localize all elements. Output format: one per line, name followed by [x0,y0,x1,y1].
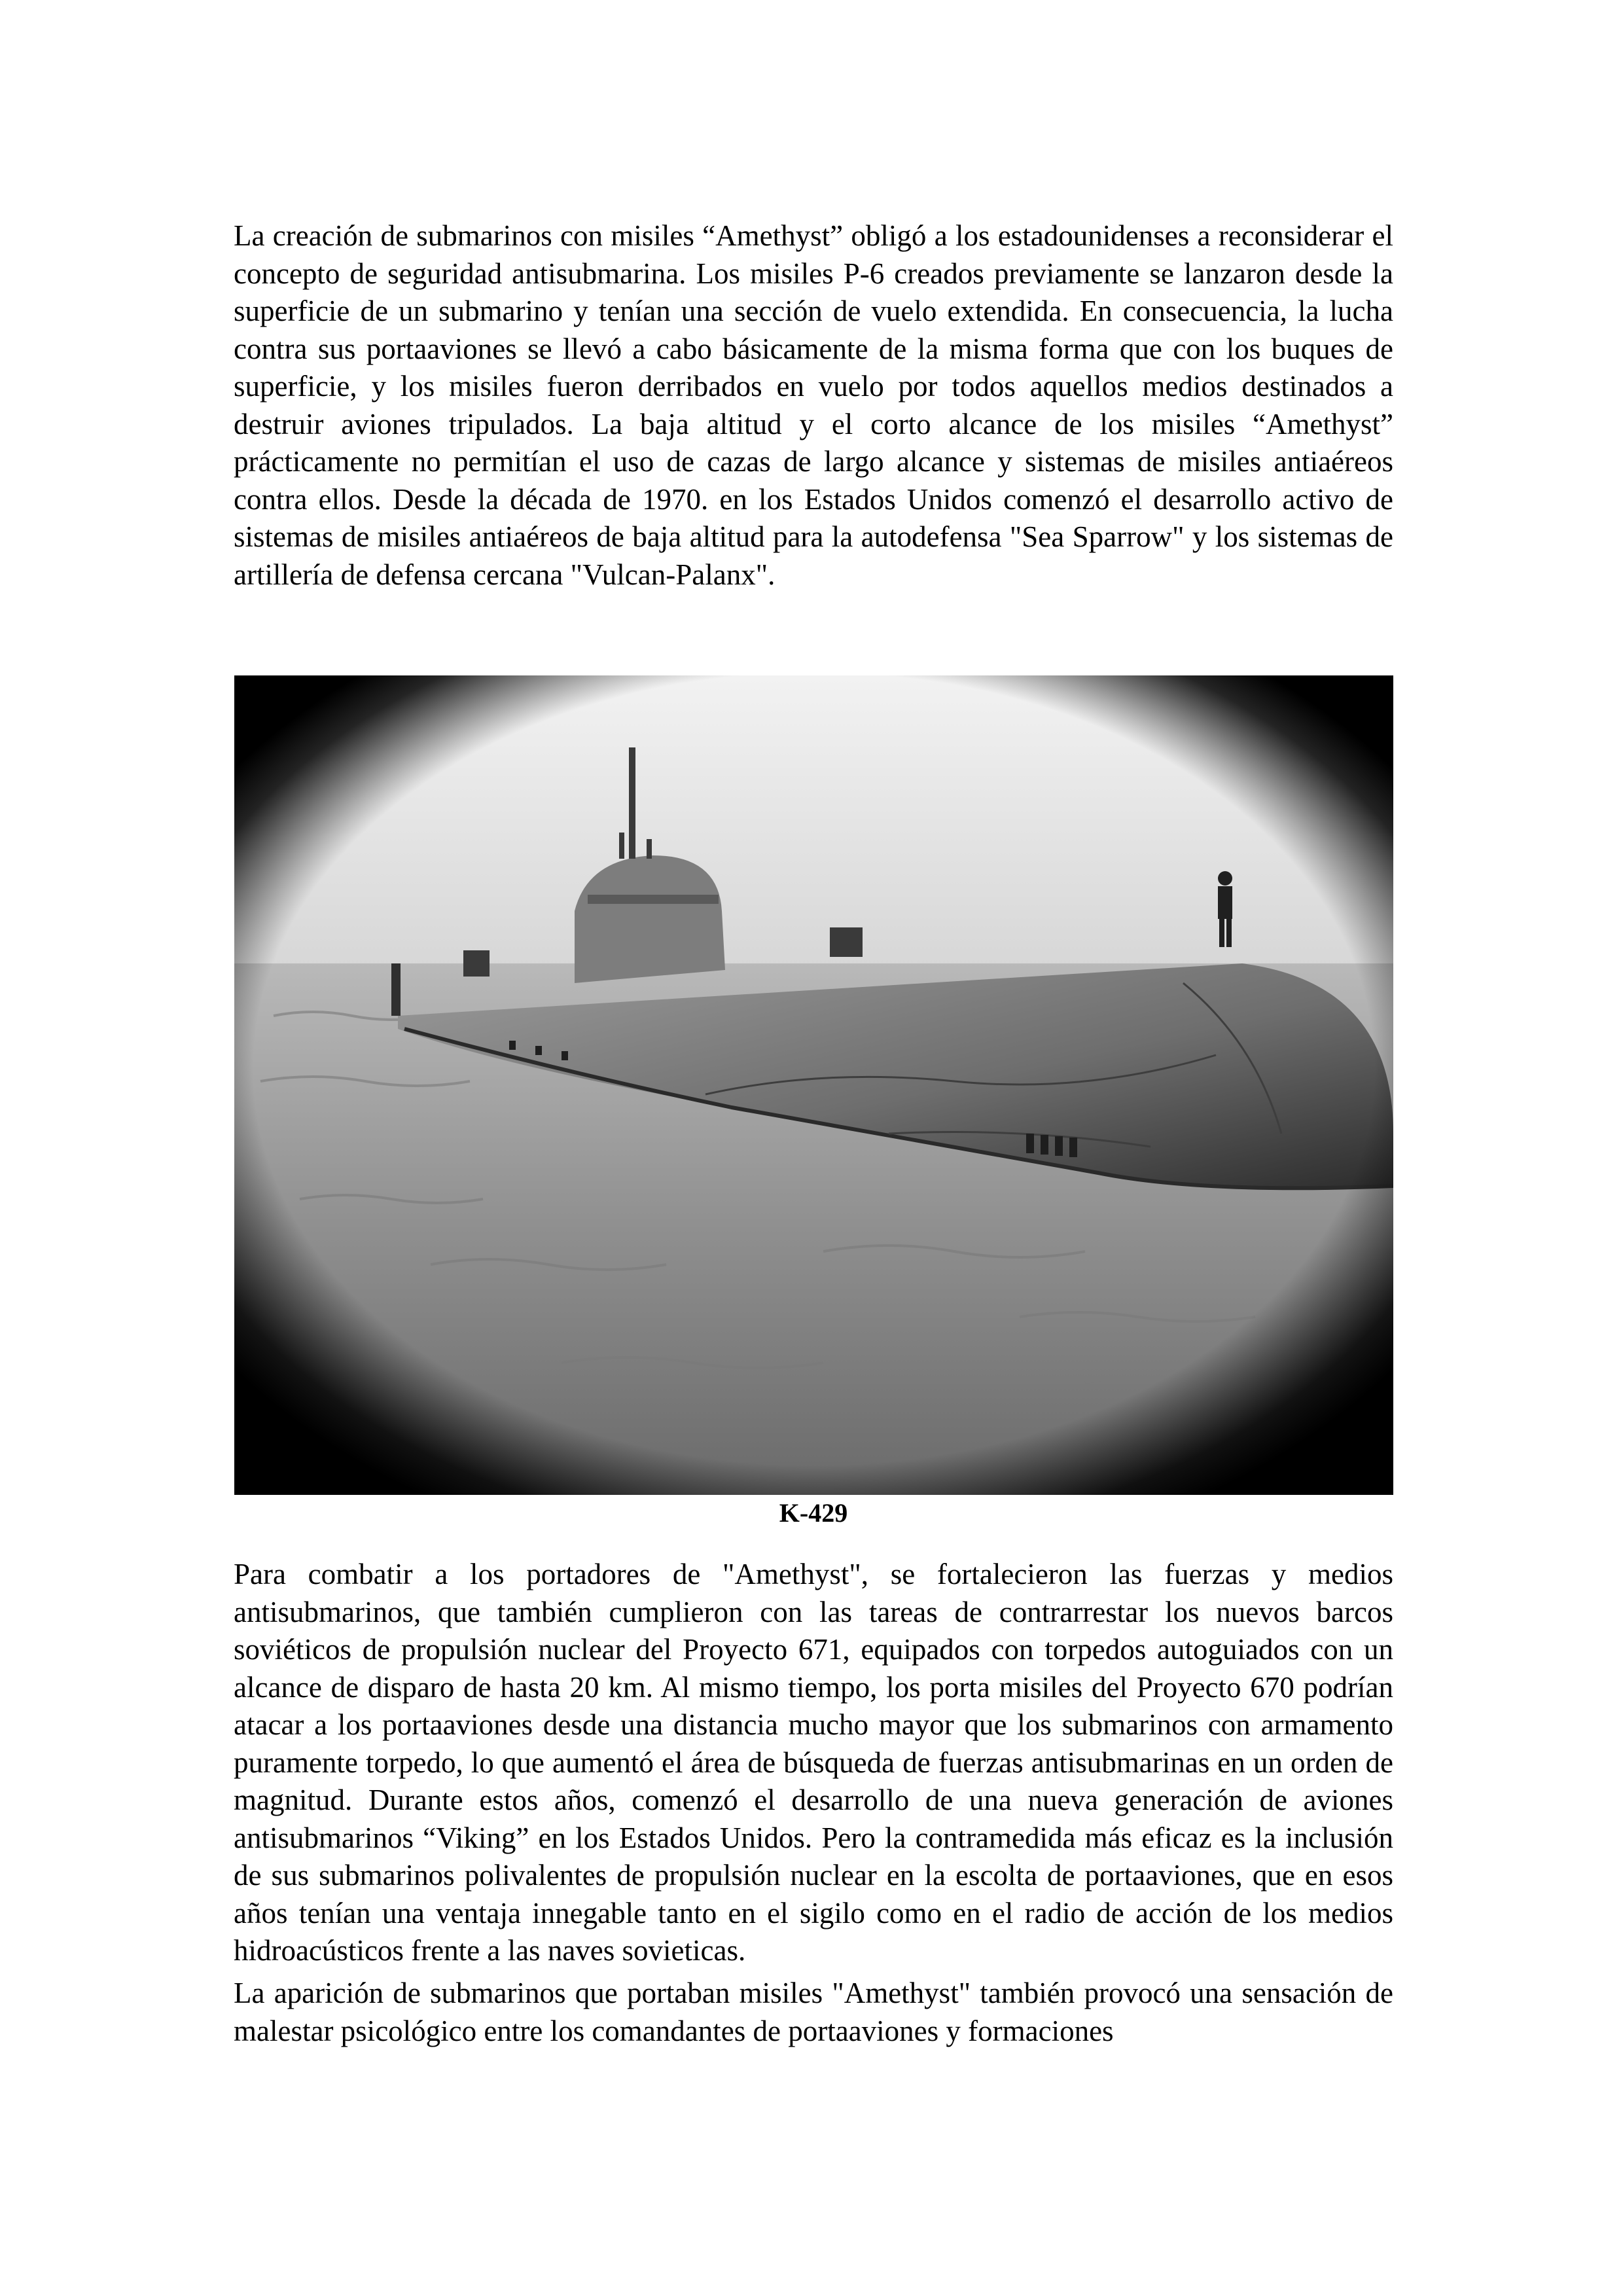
paragraph-amethyst-intro: La creación de submarinos con misiles “Amethyst” obligó a los estadounidenses a reconsiderar el concepto de seguridad antisubmarina. Los misiles P-6 creados previamente se lanzaron desde la superficie de un submarino y tenían una sección de vuelo extendida. En consecuencia, la lucha contra sus portaaviones se llevó a cabo básicamente de la misma forma que con los buques de superficie, y los misiles fueron derribados en vuelo por todos aquellos medios destinados a destruir aviones tripulados. La baja altitud y el corto alcance de los misiles “Amethyst” prácticamente no permitían el uso de cazas de largo alcance y sistemas de misiles antiaéreos contra ellos. Desde la década de 1970. en los Estados Unidos comenzó el desarrollo activo de sistemas de misiles antiaéreos de baja altitud para la autodefensa "Sea Sparrow" y los sistemas de artillería de defensa cercana "Vulcan-Palanx". [234,219,1393,591]
submarine-photo [234,675,1393,1495]
paragraph-antisubmarine-forces: Para combatir a los portadores de "Amethyst", se fortalecieron las fuerzas y medios antisubmarinos, que también cumplieron con las tareas de contrarrestar los nuevos barcos soviéticos de propulsión nuclear del Proyecto 671, equipados con torpedos autoguiados con un alcance de disparo de hasta 20 km. Al mismo tiempo, los porta misiles del Proyecto 670 podrían atacar a los portaaviones desde una distancia mucho mayor que los submarinos con armamento puramente torpedo, lo que aumentó el área de búsqueda de fuerzas antisubmarinas en un orden de magnitud. Durante estos años, comenzó el desarrollo de una nueva generación de aviones antisubmarinos “Viking” en los Estados Unidos. Pero la contramedida más eficaz es la inclusión de sus submarinos polivalentes de propulsión nuclear en la escolta de portaaviones, que en esos años tenían una ventaja innegable tanto en el sigilo como en el radio de acción de los medios hidroacústicos frente a las naves sovieticas. [234,1558,1393,1967]
paragraph-psychological-effect: La aparición de submarinos que portaban misiles "Amethyst" también provocó una sensación de malestar psicológico entre los comandantes de portaaviones y formaciones [234,1977,1393,2047]
figure-caption: K-429 [779,1498,848,1528]
photo-vignette [234,675,1393,1495]
submarine-photo-drawing [234,675,1393,1495]
